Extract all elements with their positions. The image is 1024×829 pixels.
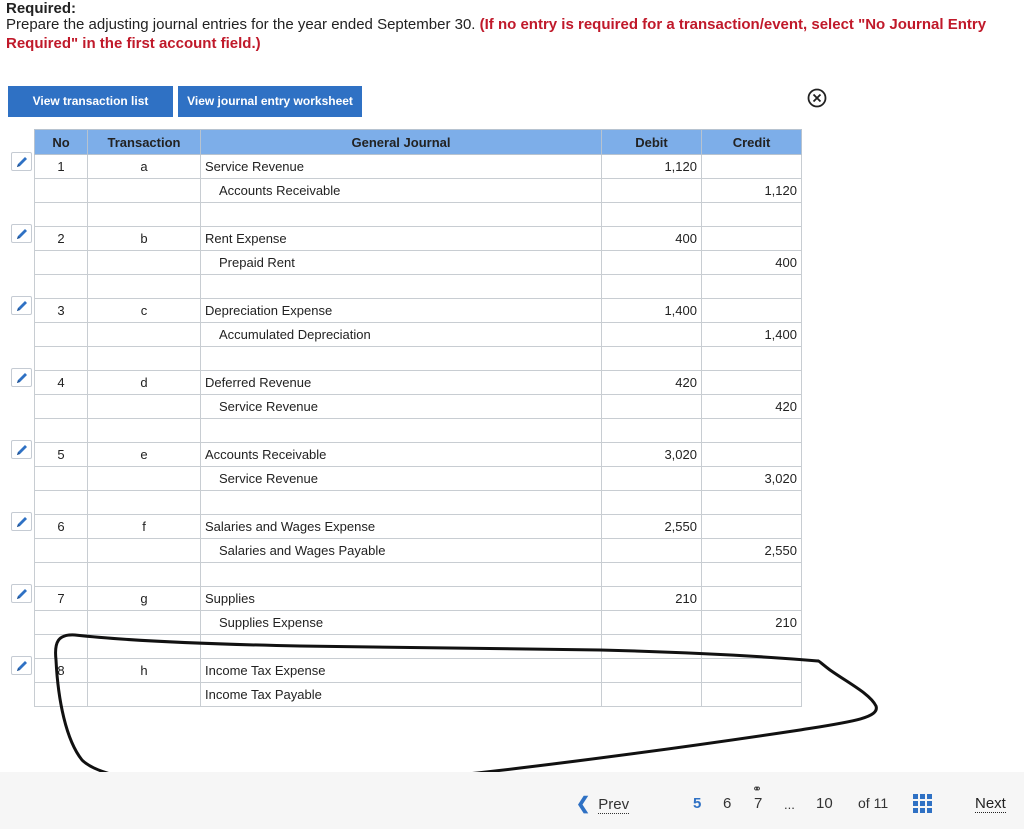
- entry-no: [35, 467, 88, 491]
- blank-row: [35, 419, 802, 443]
- table-row: [35, 515, 802, 539]
- credit-cell: [702, 299, 802, 323]
- blank-cell: [602, 491, 702, 515]
- blank-cell: [702, 491, 802, 515]
- pencil-icon: [15, 587, 29, 601]
- table-row: [35, 395, 802, 419]
- edit-entry-button[interactable]: [11, 152, 32, 171]
- debit-cell: [602, 659, 702, 683]
- table-row: [35, 227, 802, 251]
- account-cell: Income Tax Expense: [201, 659, 602, 683]
- link-icon: ⚭: [752, 782, 763, 796]
- credit-cell: 2,550: [702, 539, 802, 563]
- debit-cell: [602, 395, 702, 419]
- table-row: [35, 155, 802, 179]
- credit-cell: [702, 587, 802, 611]
- blank-cell: [88, 347, 201, 371]
- account-cell: Rent Expense: [201, 227, 602, 251]
- table-row: [35, 587, 802, 611]
- credit-cell: [702, 155, 802, 179]
- blank-cell: [602, 275, 702, 299]
- blank-row: [35, 491, 802, 515]
- page-6[interactable]: 6: [723, 795, 732, 812]
- blank-cell: [201, 563, 602, 587]
- blank-cell: [201, 635, 602, 659]
- blank-cell: [35, 491, 88, 515]
- blank-cell: [88, 635, 201, 659]
- entry-transaction: a: [88, 155, 201, 179]
- table-row: [35, 539, 802, 563]
- entry-no: [35, 323, 88, 347]
- prev-button[interactable]: [576, 794, 629, 814]
- blank-cell: [702, 563, 802, 587]
- edit-entry-button[interactable]: [11, 368, 32, 387]
- pencil-icon: [15, 155, 29, 169]
- account-cell: Depreciation Expense: [201, 299, 602, 323]
- blank-cell: [702, 419, 802, 443]
- debit-cell: 400: [602, 227, 702, 251]
- page-7[interactable]: 7: [754, 795, 763, 812]
- entry-no: 1: [35, 155, 88, 179]
- blank-row: [35, 635, 802, 659]
- pencil-icon: [15, 299, 29, 313]
- credit-cell: 420: [702, 395, 802, 419]
- account-cell: Salaries and Wages Payable: [201, 539, 602, 563]
- blank-row: [35, 275, 802, 299]
- blank-cell: [702, 275, 802, 299]
- credit-cell: 400: [702, 251, 802, 275]
- debit-cell: 420: [602, 371, 702, 395]
- debit-cell: 3,020: [602, 443, 702, 467]
- entry-no: [35, 251, 88, 275]
- header-transaction: Transaction: [88, 130, 201, 155]
- blank-cell: [88, 275, 201, 299]
- account-cell: Salaries and Wages Expense: [201, 515, 602, 539]
- entry-transaction: [88, 611, 201, 635]
- edit-entry-button[interactable]: [11, 224, 32, 243]
- debit-cell: [602, 611, 702, 635]
- entry-transaction: g: [88, 587, 201, 611]
- account-cell: Supplies: [201, 587, 602, 611]
- credit-cell: [702, 227, 802, 251]
- pencil-icon: [15, 227, 29, 241]
- journal-table: [34, 129, 802, 707]
- debit-cell: [602, 323, 702, 347]
- credit-cell: [702, 683, 802, 707]
- required-title: Required:: [6, 0, 77, 17]
- pencil-icon: [15, 371, 29, 385]
- entry-no: 4: [35, 371, 88, 395]
- account-cell: Accounts Receivable: [201, 443, 602, 467]
- debit-cell: 2,550: [602, 515, 702, 539]
- edit-entry-button[interactable]: [11, 656, 32, 675]
- blank-cell: [201, 419, 602, 443]
- debit-cell: 1,120: [602, 155, 702, 179]
- entry-transaction: [88, 467, 201, 491]
- page-10[interactable]: 10: [816, 795, 833, 812]
- blank-cell: [88, 203, 201, 227]
- table-row: [35, 323, 802, 347]
- table-row: [35, 299, 802, 323]
- edit-entry-button[interactable]: [11, 512, 32, 531]
- debit-cell: [602, 683, 702, 707]
- table-row: [35, 683, 802, 707]
- grid-icon[interactable]: [913, 794, 932, 813]
- blank-cell: [602, 419, 702, 443]
- entry-transaction: h: [88, 659, 201, 683]
- blank-cell: [35, 347, 88, 371]
- blank-row: [35, 203, 802, 227]
- table-row: [35, 251, 802, 275]
- blank-cell: [35, 563, 88, 587]
- edit-entry-button[interactable]: [11, 584, 32, 603]
- entry-transaction: d: [88, 371, 201, 395]
- entry-no: [35, 179, 88, 203]
- entry-no: [35, 395, 88, 419]
- account-cell: Prepaid Rent: [201, 251, 602, 275]
- account-cell: Service Revenue: [201, 395, 602, 419]
- entry-transaction: [88, 539, 201, 563]
- entry-no: [35, 683, 88, 707]
- entry-no: 2: [35, 227, 88, 251]
- blank-cell: [201, 203, 602, 227]
- credit-cell: 3,020: [702, 467, 802, 491]
- entry-no: 7: [35, 587, 88, 611]
- account-cell: Deferred Revenue: [201, 371, 602, 395]
- debit-cell: 210: [602, 587, 702, 611]
- instructions: [6, 15, 996, 53]
- entry-transaction: [88, 179, 201, 203]
- blank-cell: [602, 347, 702, 371]
- entry-no: [35, 611, 88, 635]
- view-transaction-list-button[interactable]: View transaction list: [8, 86, 173, 117]
- page-ellipsis: ...: [784, 797, 795, 812]
- pencil-icon: [15, 659, 29, 673]
- account-cell: Accumulated Depreciation: [201, 323, 602, 347]
- header-no: No: [35, 130, 88, 155]
- blank-cell: [201, 491, 602, 515]
- instructions-text: Prepare the adjusting journal entries for the year ended September 30.: [6, 16, 476, 33]
- table-row: [35, 371, 802, 395]
- blank-row: [35, 563, 802, 587]
- entry-transaction: [88, 395, 201, 419]
- entry-transaction: f: [88, 515, 201, 539]
- account-cell: Service Revenue: [201, 155, 602, 179]
- table-row: [35, 179, 802, 203]
- entry-transaction: e: [88, 443, 201, 467]
- table-row: [35, 611, 802, 635]
- blank-cell: [602, 563, 702, 587]
- chevron-left-icon: ❮: [576, 794, 591, 813]
- debit-cell: [602, 539, 702, 563]
- debit-cell: [602, 467, 702, 491]
- pencil-icon: [15, 443, 29, 457]
- table-row: [35, 659, 802, 683]
- entry-transaction: [88, 683, 201, 707]
- entry-transaction: c: [88, 299, 201, 323]
- blank-row: [35, 347, 802, 371]
- table-row: [35, 467, 802, 491]
- blank-cell: [702, 635, 802, 659]
- table-header-row: [35, 130, 802, 155]
- blank-cell: [702, 203, 802, 227]
- header-credit: Credit: [702, 130, 802, 155]
- blank-cell: [702, 347, 802, 371]
- blank-cell: [35, 275, 88, 299]
- entry-transaction: [88, 323, 201, 347]
- credit-cell: 210: [702, 611, 802, 635]
- blank-cell: [602, 203, 702, 227]
- credit-cell: 1,120: [702, 179, 802, 203]
- edit-entry-button[interactable]: [11, 440, 32, 459]
- table-row: [35, 443, 802, 467]
- view-journal-worksheet-button[interactable]: View journal entry worksheet: [178, 86, 362, 117]
- credit-cell: [702, 659, 802, 683]
- account-cell: Income Tax Payable: [201, 683, 602, 707]
- debit-cell: [602, 179, 702, 203]
- page-total: of 11: [858, 795, 889, 811]
- next-button[interactable]: Next: [975, 795, 1006, 812]
- blank-cell: [35, 203, 88, 227]
- entry-transaction: [88, 251, 201, 275]
- credit-cell: [702, 443, 802, 467]
- entry-no: [35, 539, 88, 563]
- blank-cell: [602, 635, 702, 659]
- account-cell: Service Revenue: [201, 467, 602, 491]
- header-general-journal: General Journal: [201, 130, 602, 155]
- blank-cell: [88, 563, 201, 587]
- credit-cell: [702, 371, 802, 395]
- header-debit: Debit: [602, 130, 702, 155]
- credit-cell: [702, 515, 802, 539]
- blank-cell: [35, 419, 88, 443]
- account-cell: Accounts Receivable: [201, 179, 602, 203]
- instructions-note: (If no entry is required for a transaction/event, select "No Journal Entry Required" in the first account field.): [6, 16, 987, 52]
- blank-cell: [88, 491, 201, 515]
- debit-cell: 1,400: [602, 299, 702, 323]
- entry-no: 8: [35, 659, 88, 683]
- edit-entry-button[interactable]: [11, 296, 32, 315]
- close-icon[interactable]: [807, 88, 827, 108]
- credit-cell: 1,400: [702, 323, 802, 347]
- blank-cell: [201, 275, 602, 299]
- pencil-icon: [15, 515, 29, 529]
- blank-cell: [88, 419, 201, 443]
- blank-cell: [201, 347, 602, 371]
- account-cell: Supplies Expense: [201, 611, 602, 635]
- page-5[interactable]: 5: [693, 795, 702, 812]
- blank-cell: [35, 635, 88, 659]
- entry-no: 3: [35, 299, 88, 323]
- entry-no: 5: [35, 443, 88, 467]
- debit-cell: [602, 251, 702, 275]
- entry-no: 6: [35, 515, 88, 539]
- prev-label: Prev: [598, 796, 630, 813]
- entry-transaction: b: [88, 227, 201, 251]
